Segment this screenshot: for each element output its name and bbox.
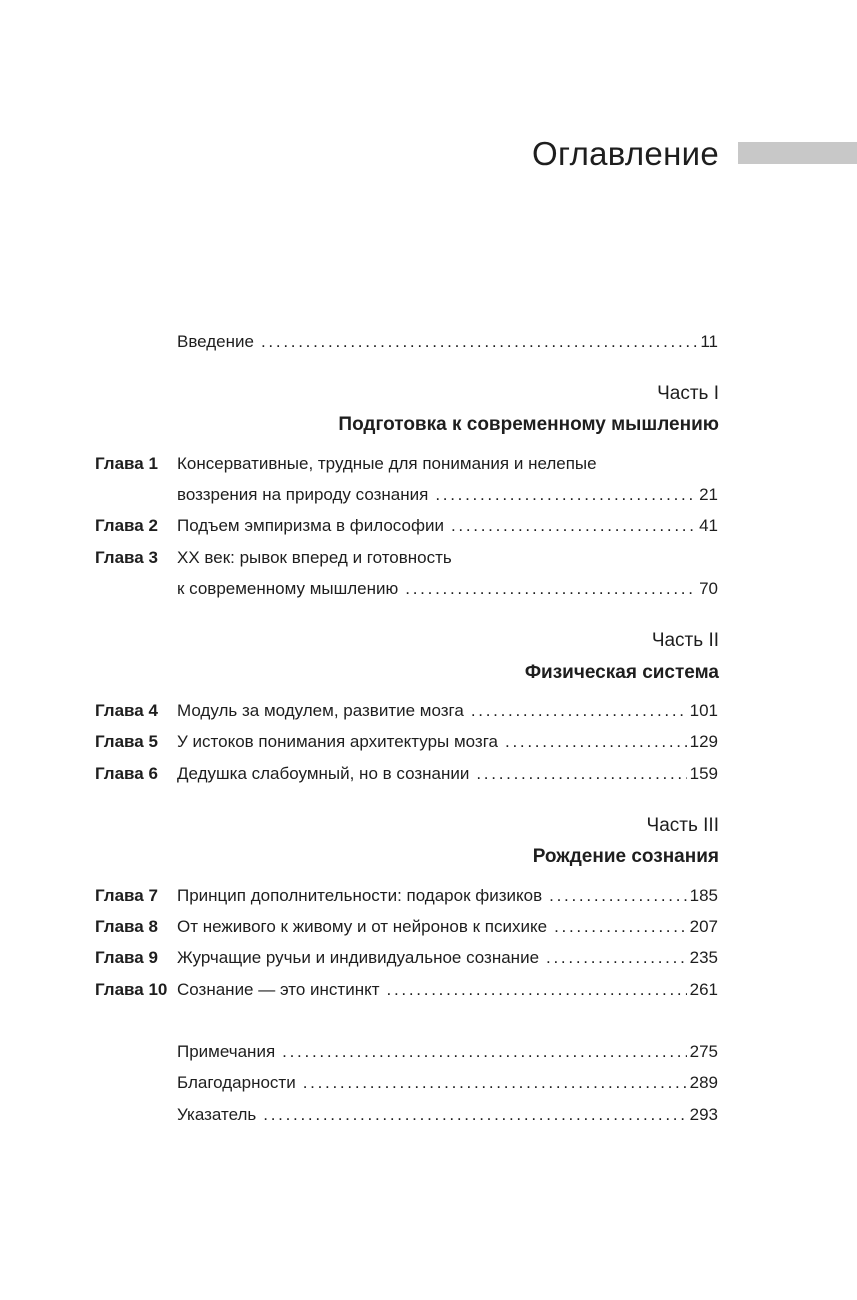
dot-leader: [505, 730, 687, 754]
chapter-number: Глава 8: [95, 917, 158, 936]
toc-entry-chapter-2[interactable]: [0, 514, 857, 538]
entry-title: У истоков понимания архитектуры мозга: [177, 732, 499, 751]
toc-entry-acknowledgements[interactable]: [0, 1071, 857, 1095]
page-number: 289: [689, 1073, 718, 1092]
entry-title: Дедушка слабоумный, но в сознании: [177, 764, 470, 783]
chapter-number: Глава 2: [95, 516, 158, 535]
part-title: Физическая система: [524, 662, 719, 683]
part-title: Подготовка к современному мышлению: [338, 414, 719, 435]
toc-entry-chapter-10[interactable]: [0, 978, 857, 1002]
page-number: 70: [699, 579, 718, 598]
page-number: 207: [689, 917, 718, 936]
toc-entry-chapter-3-cont[interactable]: [0, 577, 857, 601]
page-number: 129: [689, 732, 718, 751]
toc-entry-chapter-3[interactable]: [0, 546, 857, 570]
dot-leader: [546, 946, 687, 970]
dot-leader: [303, 1071, 687, 1095]
dot-leader: [261, 330, 697, 354]
page-number: 11: [700, 332, 718, 351]
toc-entry-index[interactable]: [0, 1103, 857, 1127]
chapter-number: Глава 4: [95, 701, 158, 720]
entry-title: Журчащие ручьи и индивидуальное сознание: [177, 948, 540, 967]
entry-title: Указатель: [177, 1105, 257, 1124]
page-number: 261: [689, 980, 718, 999]
chapter-number: Глава 3: [95, 548, 158, 567]
chapter-number: Глава 10: [95, 980, 168, 999]
entry-title: Примечания: [177, 1042, 276, 1061]
entry-title: Благодарности: [177, 1073, 296, 1092]
page-number: 41: [699, 516, 718, 535]
page-number: 159: [689, 764, 718, 783]
entry-title: Принцип дополнительности: подарок физиков: [177, 886, 543, 905]
dot-leader: [471, 699, 687, 723]
entry-title: Модуль за модулем, развитие мозга: [177, 701, 464, 720]
page-number: 275: [689, 1042, 718, 1061]
entry-title: Консервативные, трудные для понимания и нелепые: [177, 454, 597, 473]
page-number: 101: [689, 701, 718, 720]
dot-leader: [451, 514, 696, 538]
page-title: Оглавление: [532, 135, 719, 172]
page-number: 185: [689, 886, 718, 905]
dot-leader: [476, 762, 686, 786]
toc-entry-chapter-5[interactable]: [0, 730, 857, 754]
dot-leader: [549, 884, 686, 908]
entry-title: От неживого к живому и от нейронов к психике: [177, 917, 548, 936]
part-label: Часть II: [651, 630, 719, 651]
chapter-number: Глава 5: [95, 732, 158, 751]
toc-entry-chapter-7[interactable]: [0, 884, 857, 908]
chapter-number: Глава 1: [95, 454, 158, 473]
title-accent-bar: [738, 142, 857, 164]
toc-entry-chapter-1-cont[interactable]: [0, 483, 857, 507]
toc-entry-notes[interactable]: [0, 1040, 857, 1064]
toc-entry-chapter-1[interactable]: [0, 452, 857, 476]
toc-entry-chapter-9[interactable]: [0, 946, 857, 970]
entry-title-cont: воззрения на природу сознания: [177, 485, 429, 504]
page-number: 293: [689, 1105, 718, 1124]
toc-entry-chapter-4[interactable]: [0, 699, 857, 723]
dot-leader: [263, 1103, 686, 1127]
dot-leader: [435, 483, 696, 507]
dot-leader: [282, 1040, 686, 1064]
dot-leader: [405, 577, 696, 601]
page-number: 21: [699, 485, 718, 504]
chapter-number: Глава 7: [95, 886, 158, 905]
part-title: Рождение сознания: [532, 846, 719, 867]
chapter-number: Глава 6: [95, 764, 158, 783]
entry-title-cont: к современному мышлению: [177, 579, 399, 598]
entry-title: Подъем эмпиризма в философии: [177, 516, 444, 535]
part-label: Часть I: [657, 383, 719, 404]
part-label: Часть III: [646, 815, 719, 836]
entry-title: Введение: [177, 332, 254, 351]
entry-title: XX век: рывок вперед и готовность: [177, 548, 452, 567]
toc-entry-chapter-8[interactable]: [0, 915, 857, 939]
page-number: 235: [689, 948, 718, 967]
toc-entry-intro[interactable]: [0, 330, 857, 354]
dot-leader: [554, 915, 687, 939]
chapter-number: Глава 9: [95, 948, 158, 967]
toc-entry-chapter-6[interactable]: [0, 762, 857, 786]
entry-title: Сознание — это инстинкт: [177, 980, 380, 999]
dot-leader: [387, 978, 687, 1002]
